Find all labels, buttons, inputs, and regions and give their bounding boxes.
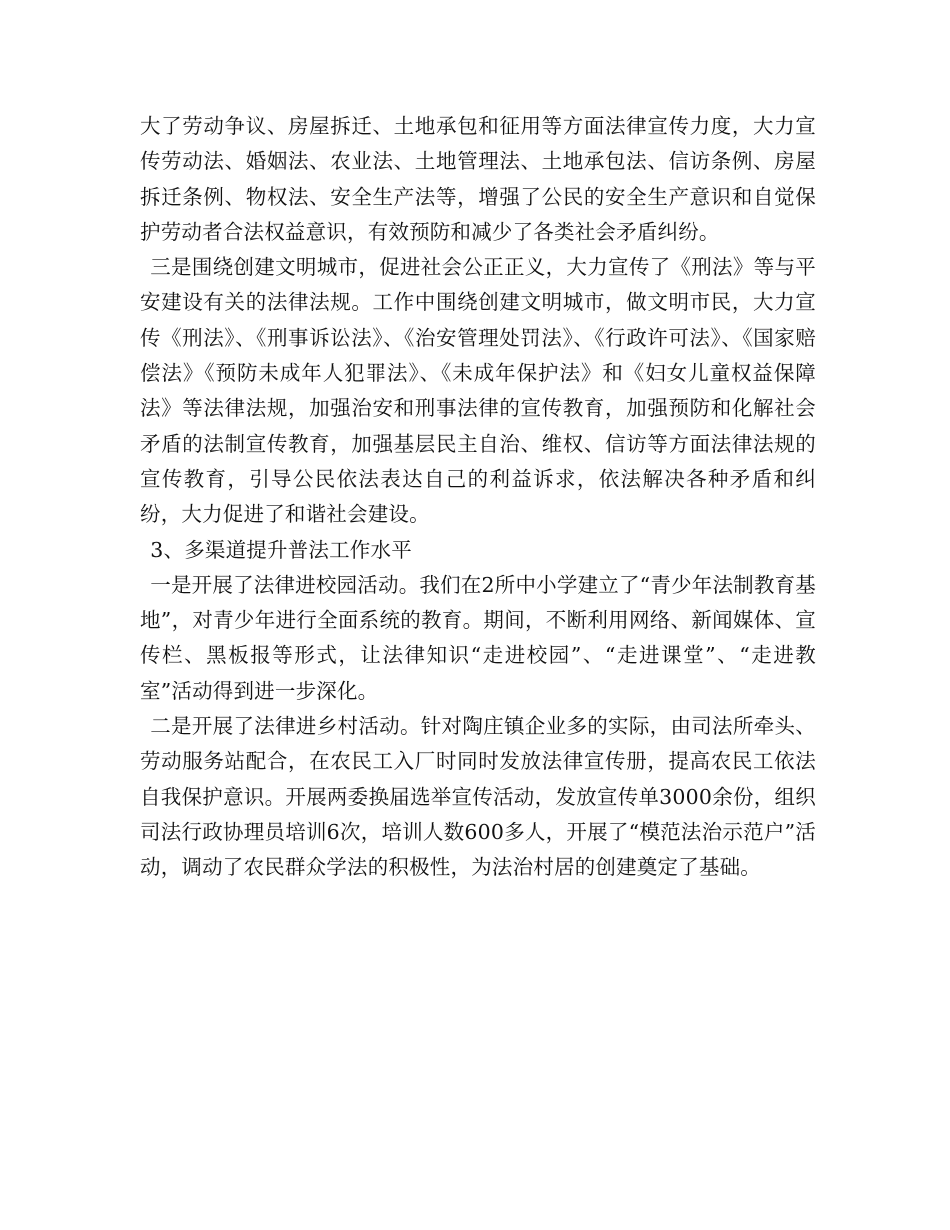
- paragraph-law-into-schools: 一是开展了法律进校园活动。我们在2所中小学建立了“青少年法制教育基地”，对青少年进行全面系统的教育。期间，不断利用网络、新闻媒体、宣传栏、黑板报等形式，让法律知识“走进校园”、“走进课堂”、“走进教室”活动得到进一步深化。: [140, 572, 816, 703]
- section-heading-multichannel: 3、多渠道提升普法工作水平: [150, 537, 412, 562]
- document-body: [140, 109, 816, 886]
- paragraph-law-into-villages: 二是开展了法律进乡村活动。针对陶庄镇企业多的实际，由司法所牵头、劳动服务站配合，在农民工入厂时同时发放法律宣传册，提高农民工依法自我保护意识。开展两委换届选举宣传活动，发放宣传单3000余份，组织司法行政协理员培训6次，培训人数600多人，开展了“模范法治示范户”活动，调动了农民群众学法的积极性，为法治村居的创建奠定了基础。: [140, 714, 816, 880]
- paragraph-civilized-city: 三是围绕创建文明城市，促进社会公正正义，大力宣传了《刑法》等与平安建设有关的法律法规。工作中围绕创建文明城市，做文明市民，大力宣传《刑法》、《刑事诉讼法》、《治安管理处罚法》、《行政许可法》、《国家赔偿法》《预防未成年人犯罪法》、《未成年保护法》和《妇女儿童权益保障法》等法律法规，加强治安和刑事法律的宣传教育，加强预防和化解社会矛盾的法制宣传教育，加强基层民主自治、维权、信访等方面法律法规的宣传教育，引导公民依法表达自己的利益诉求，依法解决各种矛盾和纠纷，大力促进了和谐社会建设。: [140, 255, 816, 527]
- paragraph-labor-law-publicity: 大了劳动争议、房屋拆迁、土地承包和征用等方面法律宣传力度，大力宣传劳动法、婚姻法、农业法、土地管理法、土地承包法、信访条例、房屋拆迁条例、物权法、安全生产法等，增强了公民的安全生产意识和自觉保护劳动者合法权益意识，有效预防和减少了各类社会矛盾纠纷。: [140, 114, 816, 244]
